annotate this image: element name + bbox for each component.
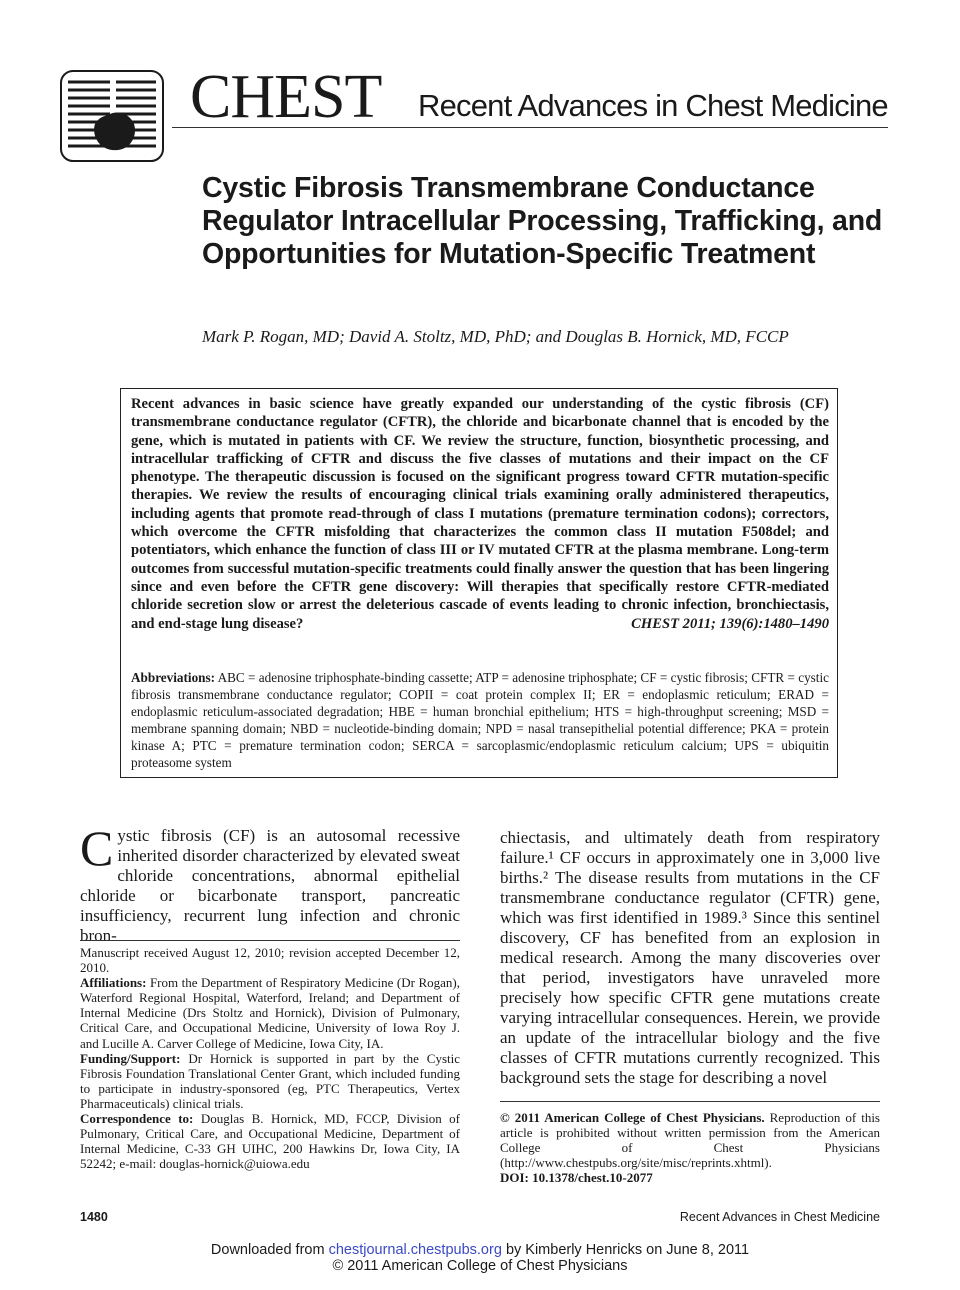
chest-lungs-logo-icon bbox=[60, 70, 164, 162]
section-label: Recent Advances in Chest Medicine bbox=[418, 88, 888, 123]
abstract-body: Recent advances in basic science have greatly expanded our understanding of the cystic fibrosis (CF) transmembrane conductance regulator (CFTR), the chloride and bicarbonate channel that is encoded by the gene, which is mutated in patients with CF. We review the structure, function, biosynthetic processing, and intracellular trafficking of CFTR and discuss the five classes of mutations and their impact on the CF phenotype. The therapeutic discussion is focused on the significant progress toward CFTR mutation-specific therapies. We review the results of encouraging clinical trials examining orally administered therapeutics, including agents that promote read-through of class I mutations (premature termination codons); correctors, which overcome the CFTR misfolding that characterizes the common class II mutation F508del; and potentiators, which enhance the function of class III or IV mutated CFTR at the plasma membrane. Long-term outcomes from successful mutation-specific treatments could finally answer the question that has been lingering since and even before the CFTR gene discovery: Will therapies that specifically restore CFTR-mediated chloride secretion slow or arrest the deleterious cascade of events leading to chronic infection, bronchiectasis, and end-stage lung disease? bbox=[131, 396, 829, 632]
copyright-label: © 2011 American College of Chest Physicians. bbox=[500, 1110, 765, 1125]
doi-label: DOI: bbox=[500, 1170, 529, 1186]
footer-copyright: © 2011 American College of Chest Physicians bbox=[332, 1258, 628, 1274]
affiliations-label: Affiliations: bbox=[80, 975, 147, 991]
doi bbox=[500, 1170, 880, 1185]
body-column-left bbox=[80, 820, 460, 946]
dropcap: C bbox=[80, 820, 114, 876]
abbreviations-label: Abbreviations: bbox=[131, 670, 216, 685]
article-notes bbox=[80, 945, 460, 1171]
footer-section: Recent Advances in Chest Medicine bbox=[679, 1210, 880, 1224]
body-column-right bbox=[500, 828, 880, 1088]
copyright-note bbox=[500, 1110, 880, 1170]
download-line bbox=[0, 1242, 960, 1259]
article-title: Cystic Fibrosis Transmembrane Conductance Regulator Intracellular Processing, Trafficking, and Opportunities for Mutation-Specific Treatment bbox=[202, 172, 883, 270]
funding bbox=[80, 1051, 460, 1111]
citation: CHEST 2011; 139(6):1480–1490 bbox=[631, 615, 829, 632]
authors: Mark P. Rogan, MD; David A. Stoltz, MD, PhD; and Douglas B. Hornick, MD, FCCP bbox=[202, 327, 789, 346]
journal-name: CHEST bbox=[190, 63, 382, 131]
body-text-left: ystic fibrosis (CF) is an autosomal recessive inherited disorder characterized by elevated sweat chloride concentrations, abnormal epithelial chloride or bicarbonate transport, pancreatic insufficiency, recurrent lung infection and chronic bron- bbox=[80, 826, 460, 945]
manuscript-received: Manuscript received August 12, 2010; revision accepted December 12, 2010. bbox=[80, 945, 460, 976]
correspondence bbox=[80, 1111, 460, 1171]
doi-value: 10.1378/chest.10-2077 bbox=[532, 1170, 653, 1186]
abbreviations bbox=[131, 669, 829, 771]
funding-text: Dr Hornick is supported in part by the Cystic Fibrosis Foundation Translational Center Grant, which included funding to participate in industry-sponsored (eg, PTC Therapeutics, Vertex Pharmaceuticals) clinical trials. bbox=[80, 1050, 460, 1111]
affiliations bbox=[80, 975, 460, 1050]
page-number: 1480 bbox=[80, 1210, 108, 1224]
header-rule bbox=[172, 127, 888, 128]
download-suffix: by Kimberly Henricks on June 8, 2011 bbox=[505, 1242, 750, 1258]
correspondence-label: Correspondence to: bbox=[80, 1111, 194, 1127]
funding-label: Funding/Support: bbox=[80, 1050, 181, 1066]
footnote-rule bbox=[500, 1101, 880, 1102]
abstract bbox=[131, 395, 829, 633]
download-prefix: Downloaded from bbox=[210, 1242, 325, 1258]
abstract-box bbox=[120, 388, 838, 778]
abbreviations-text: ABC = adenosine triphosphate-binding cassette; ATP = adenosine triphosphate; CF = cystic fibrosis; CFTR = cystic fibrosis transmembrane conductance regulator; COPII = coat protein complex II; ER = endoplasmic reticulum; ERAD = endoplasmic reticulum-associated degradation; HBE = human bronchial epithelium; HTS = high-throughput screening; MSD = membrane spanning domain; NBD = nucleotide-binding domain; NPD = nasal transepithelial potential difference; PKA = protein kinase A; PTC = premature termination codon; SERCA = sarcoplasmic/endoplasmic reticulum calcium; UPS = ubiquitin proteasome system bbox=[131, 670, 829, 770]
body-text-right: chiectasis, and ultimately death from respiratory failure.¹ CF occurs in approximately one in 3,000 live births.² The disease results from mutations in the CF transmembrane conductance regulator (CFTR) gene, which was first identified in 1989.³ Since this sentinel discovery, CF has benefited from an explosion in medical research. Among the many discoveries over that period, investigators have unraveled more precisely how specific CFTR gene mutations create varying intracellular consequences. Herein, we provide an update of the intracellular biology and the five classes of CFTR mutations currently recognized. This background sets the stage for describing a novel bbox=[500, 828, 880, 1087]
footnote-rule bbox=[80, 940, 460, 941]
copyright-text: Reproduction of this article is prohibited without written permission from the American College of Chest Physicians (http://www.chestpubs.org/site/misc/reprints.xhtml). bbox=[500, 1110, 880, 1171]
correspondence-text: Douglas B. Hornick, MD, FCCP, Division of Pulmonary, Critical Care, and Occupational Medicine, Department of Internal Medicine, C-33 GH UIHC, 200 Hawkins Dr, Iowa City, IA 52242; e-mail: douglas-hornick@uiowa.edu bbox=[80, 1111, 460, 1172]
affiliations-text: From the Department of Respiratory Medicine (Dr Rogan), Waterford Regional Hospital, Waterford, Ireland; and Department of Internal Medicine (Drs Stoltz and Hornick), Division of Pulmonary, Critical Care, and Occupational Medicine, University of Iowa Roy J. and Lucille A. Carver College of Medicine, Iowa City, IA. bbox=[80, 975, 460, 1051]
download-link[interactable]: chestjournal.chestpubs.org bbox=[328, 1242, 502, 1258]
copyright-notes bbox=[500, 1110, 880, 1185]
